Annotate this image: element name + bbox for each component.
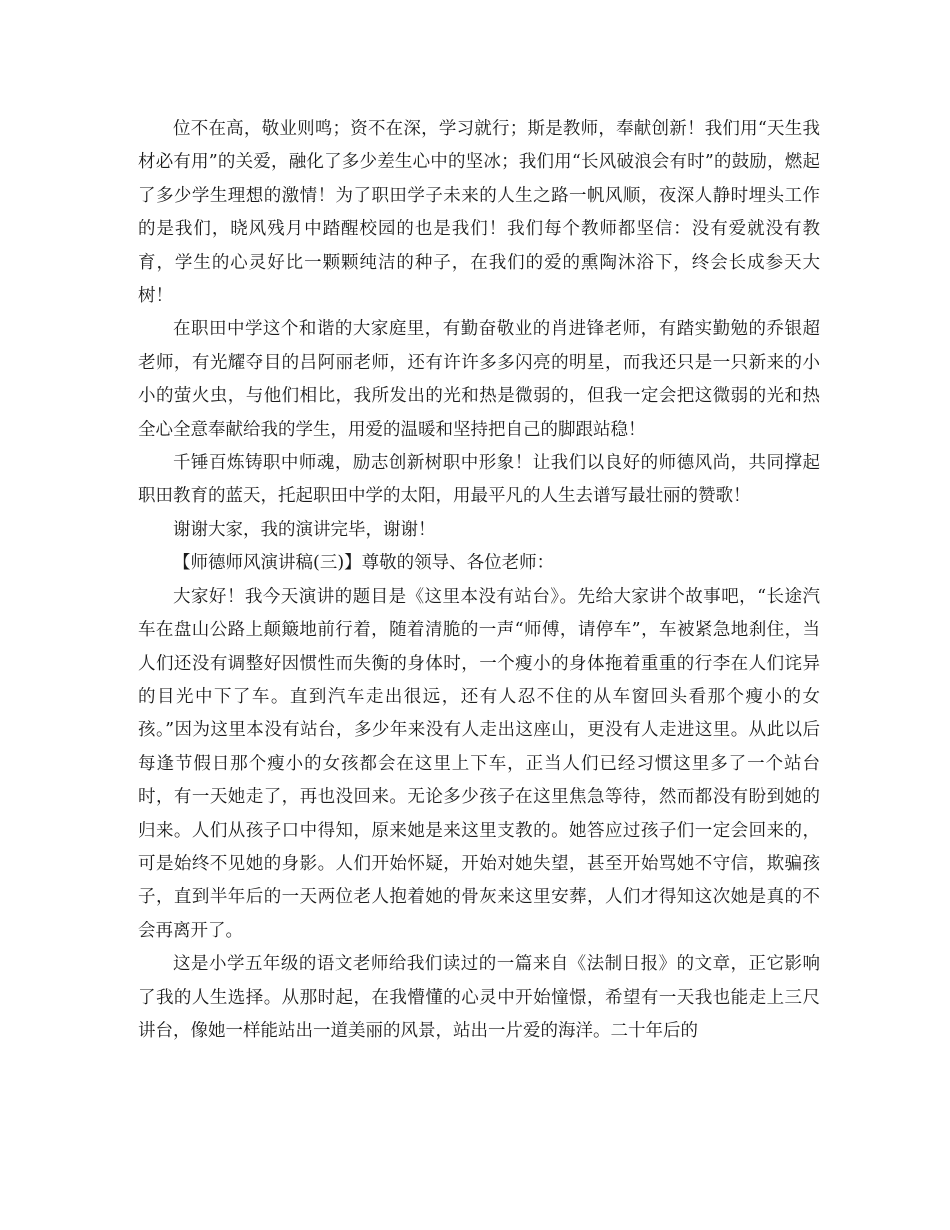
paragraph-2: 在职田中学这个和谐的大家庭里，有勤奋敬业的肖进锋老师，有踏实勤勉的乔银超老师，有光耀夺目的吕阿丽老师，还有许许多多闪亮的明星，而我还只是一只新来的小小的萤火虫，与他们相比，我所发出的光和热是微弱的，但我一定会把这微弱的光和热全心全意奉献给我的学生，用爱的温暖和坚持把自己的脚跟站稳！ <box>138 319 820 440</box>
paragraph-5: 大家好！我今天演讲的题目是《这里本没有站台》。先给大家讲个故事吧，“长途汽车在盘山公路上颠簸地前行着，随着清脆的一声“师傅，请停车”，车被紧急地刹住，当人们还没有调整好因惯性而失衡的身体时，一个瘦小的身体拖着重重的行李在人们诧异的目光中下了车。直到汽车走出很远，还有人忍不住的从车窗回头看那个瘦小的女孩。”因为这里本没有站台，多少年来没有人走出这座山，更没有人走进这里。从此以后每逢节假日那个瘦小的女孩都会在这里上下车，正当人们已经习惯这里多了一个站台时，有一天她走了，再也没回来。无论多少孩子在这里焦急等待，然而都没有盼到她的归来。人们从孩子口中得知，原来她是来这里支教的。她答应过孩子们一定会回来的，可是始终不见她的身影。人们开始怀疑，开始对她失望，甚至开始骂她不守信，欺骗孩子，直到半年后的一天两位老人抱着她的骨灰来这里安葬，人们才得知这次她是真的不会再离开了。 <box>138 586 820 941</box>
paragraph-1: 位不在高，敬业则鸣；资不在深，学习就行；斯是教师，奉献创新！我们用“天生我材必有用”的关爱，融化了多少差生心中的坚冰；我们用“长风破浪会有时”的鼓励，燃起了多少学生理想的激情！为了职田学子未来的人生之路一帆风顺，夜深人静时埋头工作的是我们，晓风残月中踏醒校园的也是我们！我们每个教师都坚信：没有爱就没有教育，学生的心灵好比一颗颗纯洁的种子，在我们的爱的熏陶沐浴下，终会长成参天大树！ <box>138 119 820 307</box>
paragraph-6: 这是小学五年级的语文老师给我们读过的一篇来自《法制日报》的文章，正它影响了我的人生选择。从那时起，在我懵懂的心灵中开始憧憬，希望有一天我也能走上三尺讲台，像她一样能站出一道美丽的风景，站出一片爱的海洋。二十年后的 <box>138 954 820 1041</box>
section-heading: 【师德师风演讲稿(三)】尊敬的领导、各位老师： <box>173 553 555 574</box>
document-body <box>138 113 820 1048</box>
paragraph-4: 谢谢大家，我的演讲完毕，谢谢！ <box>173 519 436 540</box>
paragraph-3: 千锤百炼铸职中师魂，励志创新树职中形象！让我们以良好的师德风尚，共同撑起职田教育的蓝天，托起职田中学的太阳，用最平凡的人生去谱写最壮丽的赞歌！ <box>138 453 820 507</box>
